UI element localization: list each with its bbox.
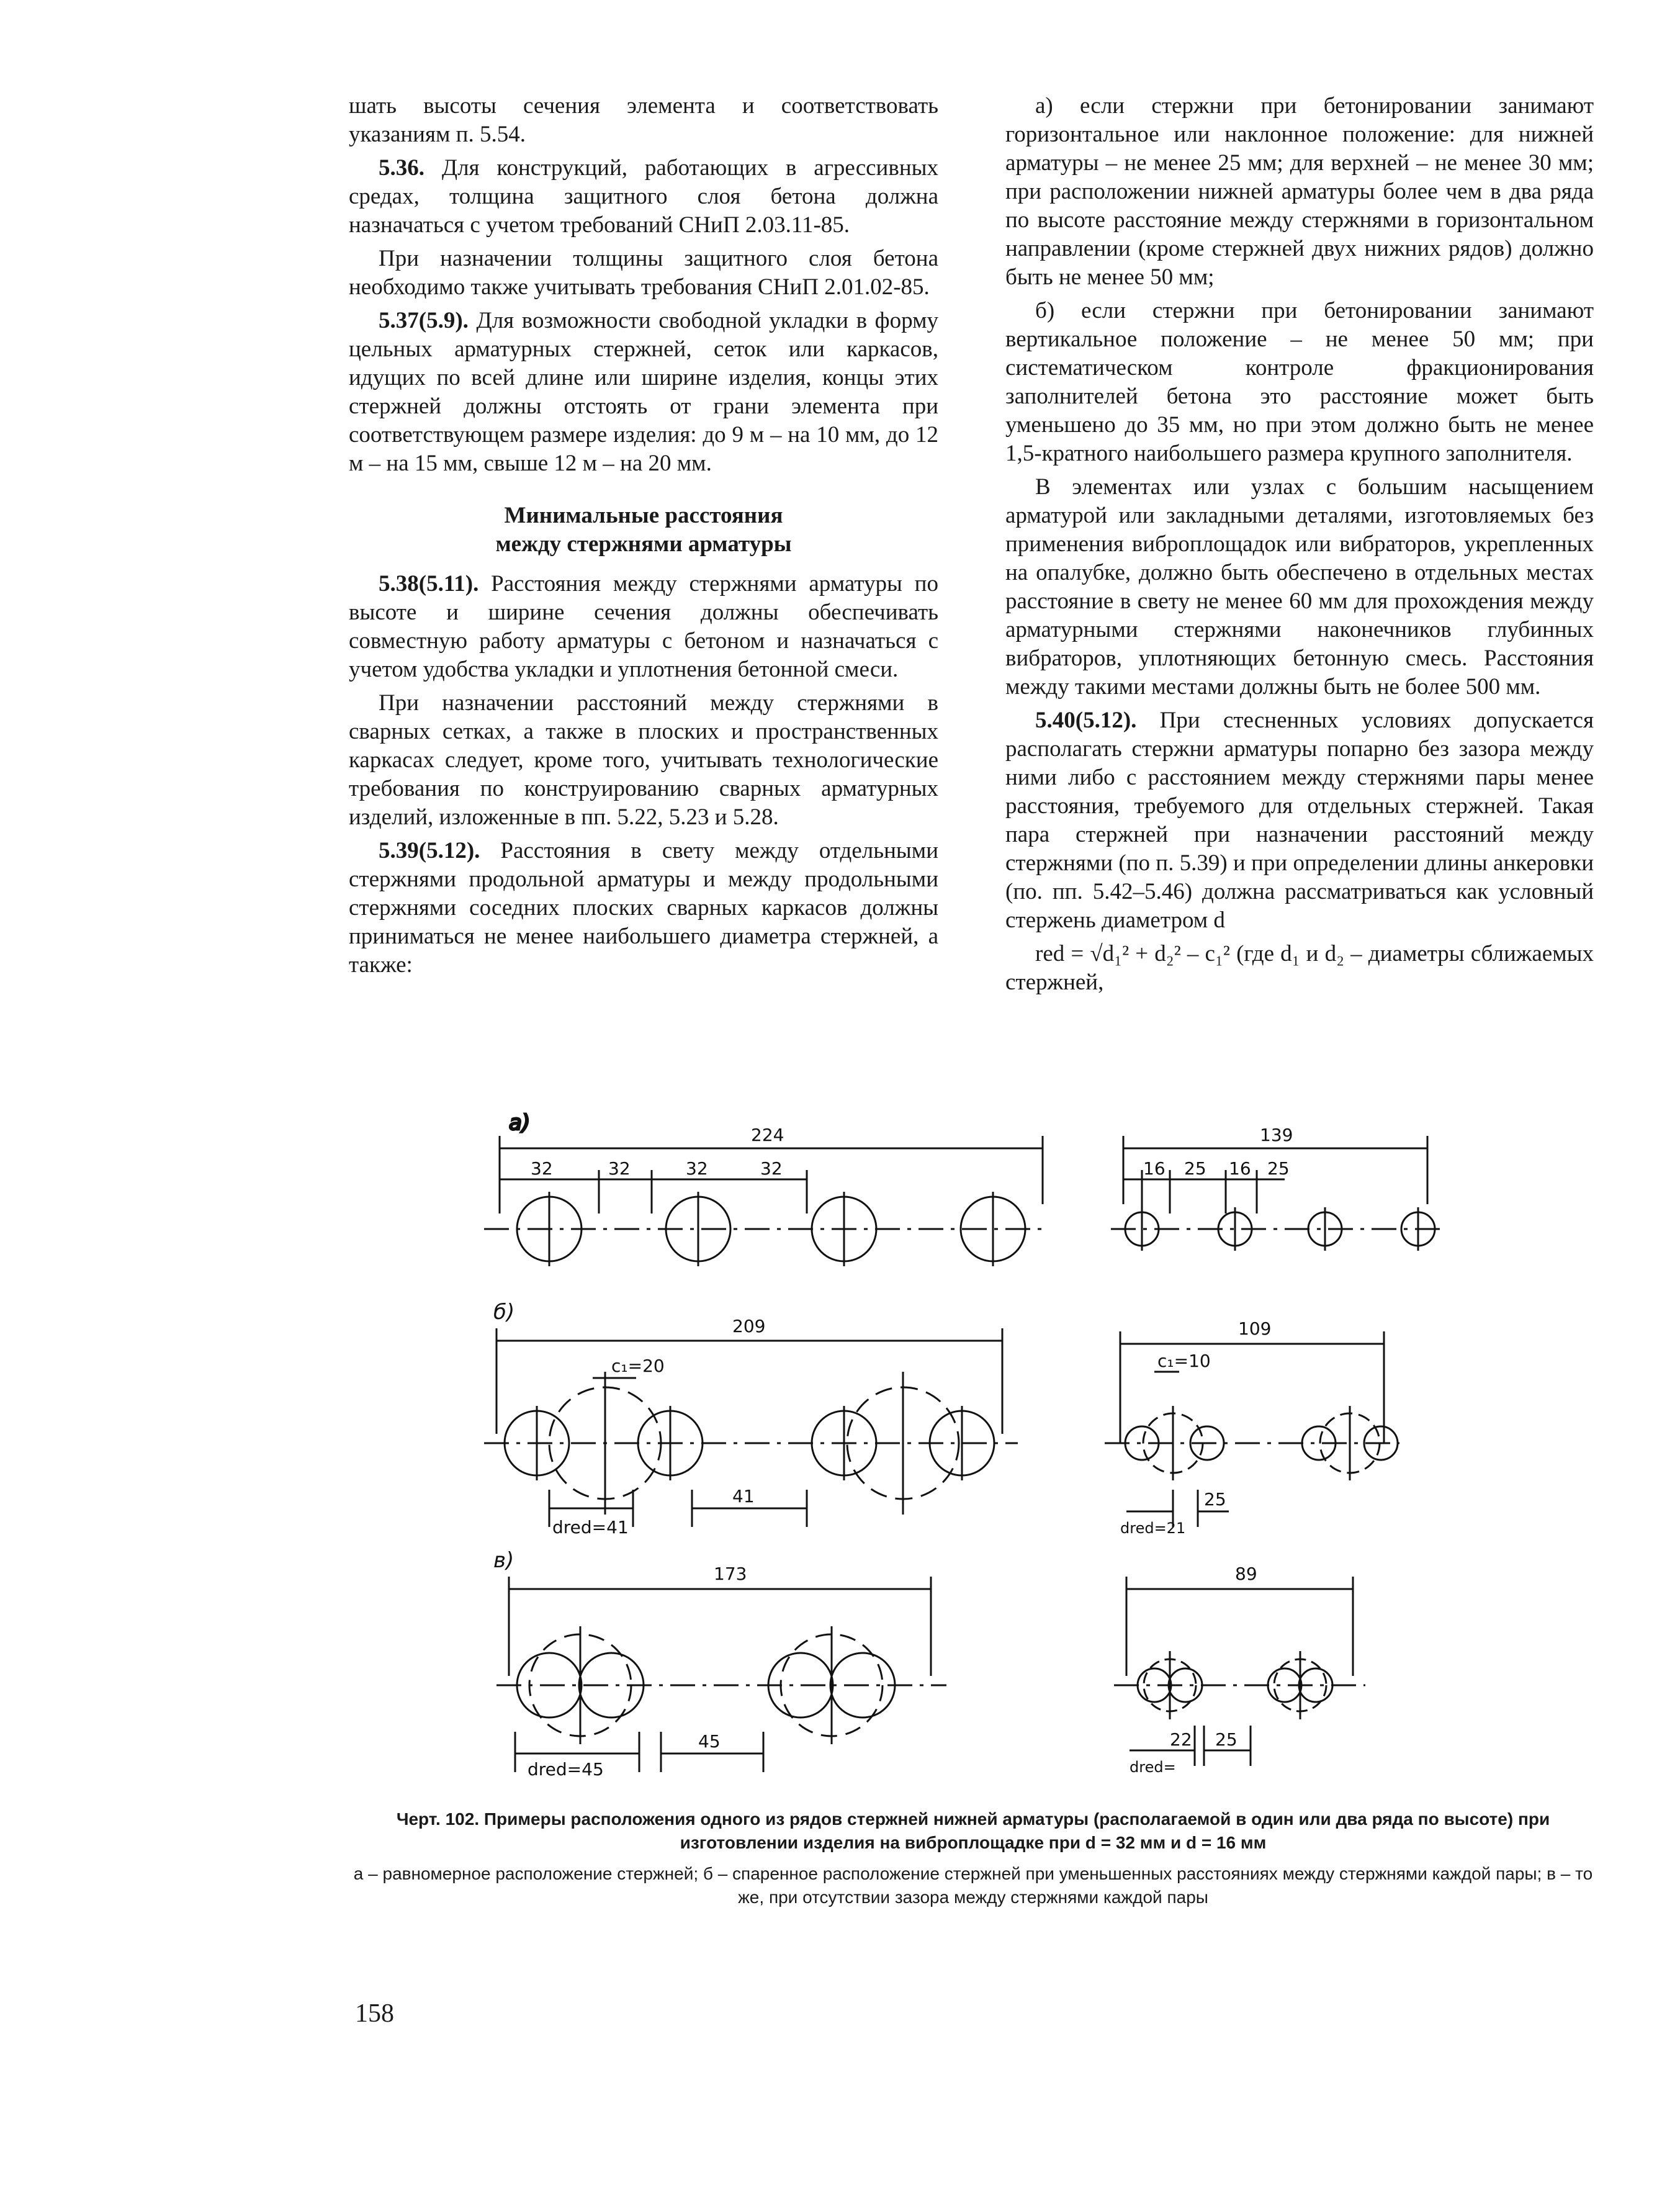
panel-label-v: в) <box>493 1548 514 1573</box>
dim-b-right-gap: 25 <box>1204 1489 1226 1510</box>
paragraph <box>1005 297 1594 468</box>
paragraph-text: При назначении расстояний между стержнями в сварных сетках, а также в плоских и пространственных каркасах следует, кроме того, учитывать технологические требования по конструированию сварных арматурных изделий, изложенные в пп. 5.22, 5.23 и 5.28. <box>349 690 938 830</box>
paragraph <box>1005 473 1594 701</box>
paragraph <box>349 307 938 478</box>
dim-v-right-total: 89 <box>1235 1564 1257 1584</box>
dim-b-right-dred: dred=21 <box>1120 1519 1186 1537</box>
left-paragraphs-2 <box>349 570 938 979</box>
page-number: 158 <box>355 1999 394 2028</box>
figure-caption: Черт. 102. Примеры расположения одного из рядов стержней нижней арматуры (располагаемой в один или два ряда по высоте) при изготовлении изделия на виброплощадке при d = 32 мм и d = 16 мм <box>396 1809 1550 1852</box>
paragraph-text: Для конструкций, работающих в агрессивных средах, толщина защитного слоя бетона должна назначаться с учетом требований СНиП 2.03.11-85. <box>349 155 938 238</box>
dim-v-left-total: 173 <box>714 1564 747 1584</box>
paragraph-text: шать высоты сечения элемента и соответствовать указаниям п. 5.54. <box>349 93 938 147</box>
paragraph-text: а) если стержни при бетонировании занимают горизонтальное или наклонное положение: для нижней арматуры – не менее 25 мм; для верхней – не менее 30 мм; при расположении нижней арматуры более чем в два ряда по высоте расстояние между стержнями в горизонтальном направлении (кроме стержней двух нижних рядов) должно быть не менее 50 мм; <box>1005 93 1594 290</box>
clause-number: 5.37(5.9). <box>379 308 469 333</box>
paragraph <box>1005 940 1594 997</box>
paragraph <box>349 245 938 302</box>
dim-v-left-dred: dred=45 <box>528 1759 604 1780</box>
dim-a-right-total: 139 <box>1260 1125 1293 1145</box>
dim-a-right-s2: 25 <box>1184 1158 1206 1179</box>
dim-v-right-dred: dred= <box>1130 1758 1176 1776</box>
left-column <box>349 92 938 984</box>
dim-b-left-gap: 41 <box>732 1486 755 1506</box>
dim-a-left-s3: 32 <box>686 1158 708 1179</box>
dim-a-right-s3: 16 <box>1229 1158 1251 1179</box>
figure-102 <box>484 1105 1601 1791</box>
paragraph-text: При назначении толщины защитного слоя бетона необходимо также учитывать требования СНиП 2.01.02-85. <box>349 246 938 300</box>
dim-b-right-c1: c₁=10 <box>1157 1351 1211 1371</box>
paragraph <box>349 570 938 684</box>
dim-b-left-c1: c₁=20 <box>611 1356 665 1376</box>
dim-v-left-gap: 45 <box>698 1731 721 1752</box>
dim-a-left-s2: 32 <box>608 1158 631 1179</box>
dim-a-right-s4: 25 <box>1267 1158 1290 1179</box>
dim-b-left-dred: dred=41 <box>552 1517 629 1537</box>
clause-number: 5.40(5.12). <box>1035 708 1137 733</box>
left-paragraphs-1 <box>349 92 938 478</box>
clause-number: 5.39(5.12). <box>379 838 480 863</box>
dim-a-left-s4: 32 <box>760 1158 783 1179</box>
panel-label-a: а) <box>509 1110 531 1135</box>
heading-line-2: между стержнями арматуры <box>495 531 792 557</box>
paragraph-text: б) если стержни при бетонировании занимают вертикальное положение – не менее 50 мм; при систематическом контроле фракционирования заполнителей бетона это расстояние может быть уменьшено до 35 мм, но при этом должно быть не менее 1,5-кратного наибольшего размера крупного заполнителя. <box>1005 298 1594 466</box>
paragraph-text: red = √d₁² + d₂² – c₁² (где d₁ и d₂ – диаметры сближаемых стержней, <box>1005 941 1594 995</box>
dim-v-right-d: 22 <box>1170 1729 1192 1750</box>
figure-caption-note: а – равномерное расположение стержней; б – спаренное расположение стержней при уменьшенных расстояниях между стержнями каждой пары; в – то же, при отсутствии зазора между стержнями каждой пары <box>353 1864 1593 1907</box>
dim-b-right-total: 109 <box>1238 1318 1272 1339</box>
heading-line-1: Минимальные расстояния <box>504 503 783 528</box>
paragraph <box>349 154 938 240</box>
dim-v-right-gap: 25 <box>1215 1729 1238 1750</box>
dim-a-left-s1: 32 <box>531 1158 553 1179</box>
dim-a-right-s1: 16 <box>1143 1158 1166 1179</box>
paragraph <box>349 92 938 149</box>
paragraph <box>349 689 938 832</box>
paragraph-text: Расстояния между стержнями арматуры по высоте и ширине сечения должны обеспечивать совместную работу арматуры с бетоном и назначаться с учетом удобства укладки и уплотнения бетонной смеси. <box>349 571 938 682</box>
figure-drawing <box>484 1105 1601 1788</box>
paragraph-text: При стесненных условиях допускается располагать стержни арматуры попарно без зазора между ними либо с расстоянием между стержнями пары менее расстояния, требуемого для отдельных стержней. Такая пара стержней при назначении расстояний между стержнями (по п. 5.39) и при определении длины анкеровки (по. пп. 5.42–5.46) должна рассматриваться как условный стержень диаметром d <box>1005 708 1594 933</box>
paragraph-text: Для возможности свободной укладки в форму цельных арматурных стержней, сеток или каркасов, идущих по всей длине или ширине изделия, концы этих стержней должны отстоять от грани элемента при соответствующем размере изделия: до 9 м – на 10 мм, до 12 м – на 15 мм, свыше 12 м – на 20 мм. <box>349 308 938 476</box>
section-heading <box>349 502 938 559</box>
paragraph-text: В элементах или узлах с большим насыщением арматурой или закладными деталями, изготовляемых без применения виброплощадок или вибраторов, укрепленных на опалубке, должно быть обеспечено в отдельных местах расстояние в свету не менее 60 мм для прохождения между арматурными стержнями наконечников глубинных вибраторов, уплотняющих бетонную смесь. Расстояния между такими местами должны быть не более 500 мм. <box>1005 474 1594 700</box>
clause-number: 5.38(5.11). <box>379 571 479 597</box>
clause-number: 5.36. <box>379 155 424 181</box>
paragraph-text: Расстояния в свету между отдельными стержнями продольной арматуры и между продольными стержнями соседних плоских сварных каркасов должны приниматься не менее наибольшего диаметра стержней, а также: <box>349 838 938 978</box>
paragraph <box>1005 92 1594 292</box>
dim-a-left-total: 224 <box>751 1125 784 1145</box>
paragraph <box>1005 706 1594 935</box>
right-column <box>1005 92 1594 1002</box>
paragraph <box>349 837 938 979</box>
panel-label-b: б) <box>493 1300 515 1325</box>
dim-b-left-total: 209 <box>732 1316 766 1336</box>
right-paragraphs <box>1005 92 1594 997</box>
